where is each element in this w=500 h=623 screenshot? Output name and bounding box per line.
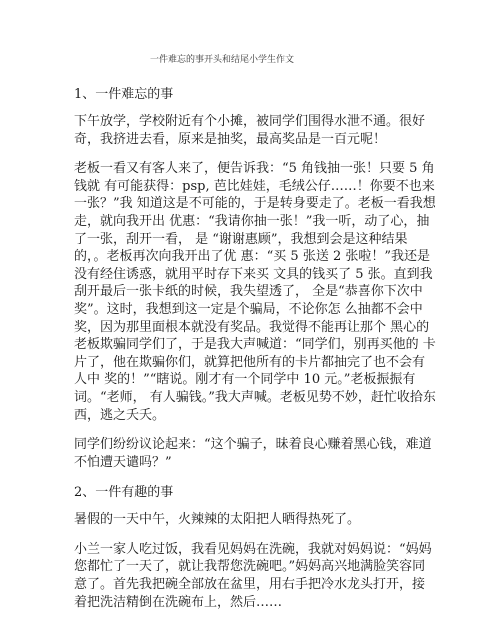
- section-heading-2: 2、一件有趣的事: [74, 485, 174, 501]
- paragraph: 老板一看又有客人来了，便告诉我：“5 角钱抽一张！只要 5 角钱就 有可能获得：psp, 芭比娃娃，毛绒公仔……！你要不也来一张？”我 知道这是不可能的，于是转身要走了。老板一看我想走，就向我开出 优惠：“我请你抽一张！”我一听，动了心，抽了一张，刮开一看， 是 “谢谢惠顾”，我想到会是这种结果的，。老板再次向我开出了优 惠：“买 5 张送 2 张啦！”我还是没有经住诱惑，就用平时存下来买 文具的钱买了 5 张。直到我刮开最后一张卡纸的时候，我失望透了， 全是“恭喜你下次中奖”。这时，我想到这一定是个骗局，不论你怎 么抽都不会中奖，因为那里面根本就没有奖品。我觉得不能再让那个 黑心的老板欺骗同学们了，于是我大声喊道：“同学们，别再买他的 卡片了，他在欺骗你们，就算把他所有的卡片都抽完了也不会有人中 奖的！”“瞎说。刚才有一个同学中 10 元。”老板振振有词。“老师， 有人骗钱。”我大声喊。老板见势不妙，赶忙收拾东西，逃之夭夭。: [74, 161, 436, 423]
- document-header: 一件难忘的事开头和结尾小学生作文: [150, 55, 295, 65]
- document-body: [74, 87, 436, 623]
- paragraph: 同学们纷纷议论起来：“这个骗子，昧着良心赚着黑心钱，难道不怕遭天谴吗？”: [74, 437, 432, 470]
- section-heading-1: 1、一件难忘的事: [74, 87, 174, 102]
- paragraph: 暑假的一天中午，火辣辣的太阳把人晒得热死了。: [74, 512, 361, 528]
- paragraph: 小兰一家人吃过饭，我看见妈妈在洗碗，我就对妈妈说：“妈妈您都忙了一天了，就让我帮您洗碗吧。”妈妈高兴地满脸笑容同意了。首先我把碗全部放在盆里，用右手把冷水龙头打开，接着把洗洁精倒在洗碗布上，然后……: [74, 541, 432, 610]
- paragraph: 下午放学，学校附近有个小摊，被同学们围得水泄不通。很好奇，我挤进去看，原来是抽奖，最高奖品是一百元呢！: [74, 114, 426, 147]
